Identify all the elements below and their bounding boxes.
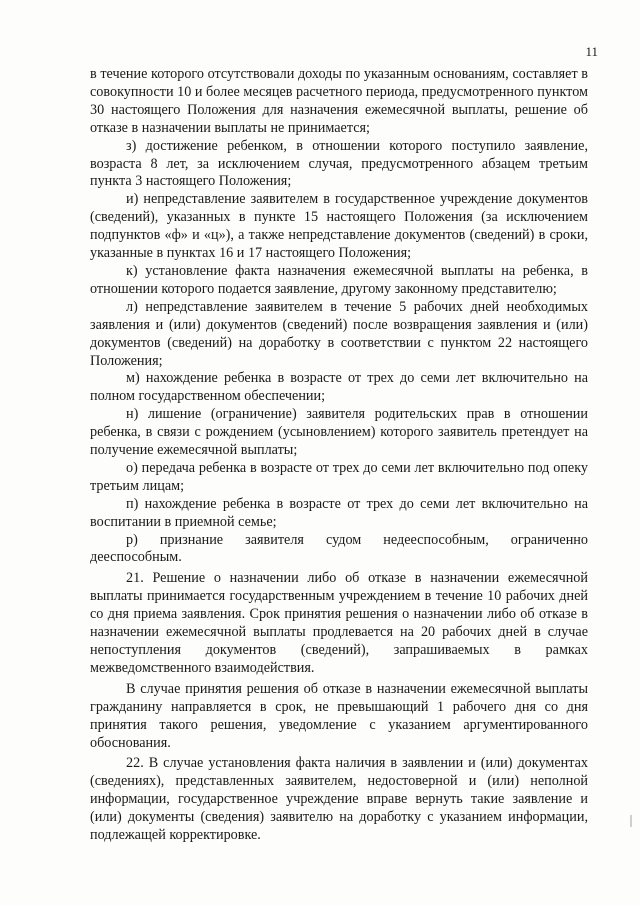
paragraph-item-k: к) установление факта назначения ежемесячной выплаты на ребенка, в отношении которого подается заявление, другому законному представителю; (90, 262, 588, 297)
paragraph-section-22: 22. В случае установления факта наличия в заявлении и (или) документах (сведениях), представленных заявителем, недостоверной и (или) неполной информации, государственное учреждение вправе вернуть такие заявление и (или) документы (сведения) заявителю на доработку с указанием информации, подлежащей корректировке. (90, 755, 588, 844)
scan-edge-mark (630, 815, 632, 827)
paragraph-refusal-notice: В случае принятия решения об отказе в назначении ежемесячной выплаты гражданину направляется в срок, не превышающий 1 рабочего дня со дня принятия такого решения, уведомление с указанием аргументированного обоснования. (90, 680, 588, 751)
paragraph-item-p: п) нахождение ребенка в возрасте от трех до семи лет включительно на воспитании в приемной семье; (90, 495, 588, 530)
paragraph-continuation: в течение которого отсутствовали доходы по указанным основаниям, составляет в совокупности 10 и более месяцев расчетного периода, предусмотренного пунктом 30 настоящего Положения для назначения ежемесячной выплаты, решение об отказе в назначении выплаты не принимается; (90, 66, 588, 136)
paragraph-item-o: о) передача ребенка в возрасте от трех до семи лет включительно под опеку третьим лицам; (90, 459, 588, 494)
paragraph-item-r: р) признание заявителя судом недееспособным, ограниченно дееспособным. (90, 531, 588, 566)
document-body (90, 66, 588, 845)
paragraph-item-n: н) лишение (ограничение) заявителя родительских прав в отношении ребенка, в связи с рождением (усыновлением) которого заявитель претендует на получение ежемесячной выплаты; (90, 406, 588, 459)
page-number: 11 (585, 44, 598, 59)
paragraph-item-m: м) нахождение ребенка в возрасте от трех до семи лет включительно на полном государственном обеспечении; (90, 370, 588, 405)
paragraph-item-z: з) достижение ребенком, в отношении которого поступило заявление, возраста 8 лет, за исключением случая, предусмотренного абзацем третьим пункта 3 настоящего Положения; (90, 137, 588, 190)
paragraph-item-i: и) непредставление заявителем в государственное учреждение документов (сведений), указанных в пункте 15 настоящего Положения (за исключением подпунктов «ф» и «ц»), а также непредставление документов (сведений) в сроки, указанные в пунктах 16 и 17 настоящего Положения; (90, 191, 588, 262)
paragraph-section-21: 21. Решение о назначении либо об отказе в назначении ежемесячной выплаты принимается государственным учреждением в течение 10 рабочих дней со дня приема заявления. Срок принятия решения о назначении либо об отказе в назначении ежемесячной выплаты продлевается на 20 рабочих дней в случае непоступления документов (сведений), запрашиваемых в рамках межведомственного взаимодействия. (90, 570, 588, 676)
paragraph-item-l: л) непредставление заявителем в течение 5 рабочих дней необходимых заявления и (или) документов (сведений) после возвращения заявления и (или) документов (сведений) на доработку в соответствии с пунктом 22 настоящего Положения; (90, 298, 588, 369)
